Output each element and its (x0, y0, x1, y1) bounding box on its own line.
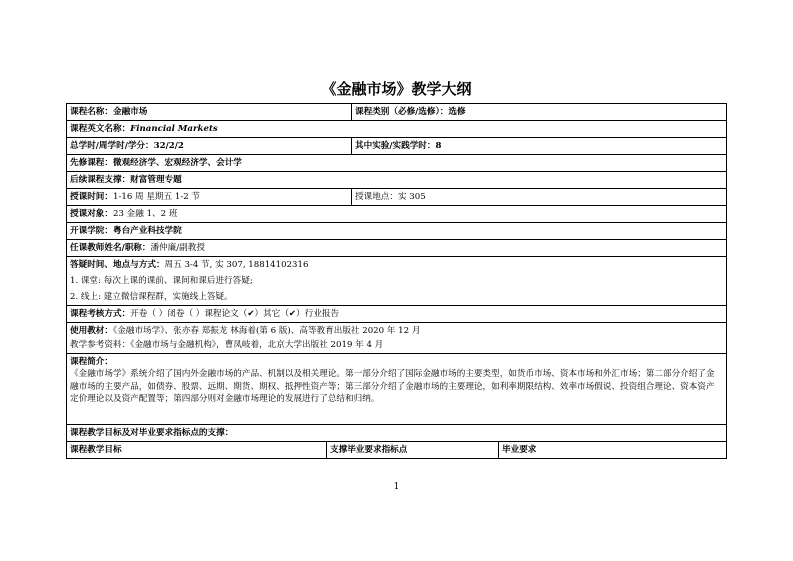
field-label: 使用教材： (70, 326, 113, 336)
field-label: 后续课程支撑： (70, 175, 131, 185)
location-cell (352, 189, 727, 206)
field-value: 32/2/2 (153, 141, 184, 151)
assessment-cell (67, 306, 727, 323)
time-cell (67, 189, 352, 206)
table-row (67, 257, 727, 306)
table-row (67, 223, 727, 240)
table-row (67, 206, 727, 223)
field-value: 23 金融 1、2 班 (112, 209, 178, 219)
field-label: 先修课程： (70, 158, 113, 168)
field-value: 选修 (448, 107, 466, 117)
syllabus-table (66, 103, 727, 459)
lab-hours-cell (352, 138, 727, 155)
page-title: 《金融市场》教学大纲 (321, 80, 472, 98)
field-value: 金融市场 (112, 107, 148, 117)
page-number: 1 (393, 482, 400, 492)
field-label: 课程类别（必修/选修）： (355, 107, 449, 117)
objective-header-cell (67, 425, 727, 442)
field-label: 答疑时间、地点与方式： (70, 260, 165, 270)
prereq-cell (67, 155, 727, 172)
field-label: 授课地点： (355, 192, 398, 202)
field-value: 开卷（ ）闭卷（ ）课程论文（✔）其它（✔）行业报告 (130, 309, 340, 319)
intro-text: 《金融市场学》系统介绍了国内外金融市场的产品、机制以及相关理论。第一部分介绍了国际金融市场的主要类型，如货币市场、资本市场和外汇市场；第二部分介绍了金融市场的主要产品，如债券、股票、远期、期货、期权、抵押性资产等；第三部分介绍了金融市场的主要理论，如利率期限结构、效率市场假说、投资组合理论、资本资产定价理论以及资产配置等；第四部分则对金融市场理论的发展进行了总结和归纳。 (70, 369, 715, 404)
table-row (67, 442, 727, 459)
table-row (67, 354, 727, 425)
table-row (67, 138, 727, 155)
column-header: 支撑毕业要求指标点 (327, 442, 499, 459)
audience-cell (67, 206, 727, 223)
followup-cell (67, 172, 727, 189)
table-row (67, 121, 727, 138)
field-label: 课程考核方式： (70, 309, 131, 319)
intro-cell (67, 354, 727, 425)
field-value: 8 (435, 141, 442, 151)
college-cell (67, 223, 727, 240)
field-label: 开课学院： (70, 226, 113, 236)
field-value: 财富管理专题 (130, 175, 182, 185)
field-value: 周五 3-4 节, 实 307, 18814102316 (164, 260, 309, 270)
column-header: 毕业要求 (499, 442, 727, 459)
field-label: 课程名称： (70, 107, 113, 117)
field-value: 《金融市场学》、张亦春 郑振龙 林海着(第 6 版)、高等教育出版社 2020 年 12 月 (112, 326, 421, 336)
field-label: 其中实验/实践学时： (355, 141, 436, 151)
field-value: 1-16 周 星期五 1-2 节 (112, 192, 201, 202)
field-label: 授课时间： (70, 192, 113, 202)
field-label: 任课教师姓名/职称： (70, 243, 151, 253)
field-label: 课程简介： (70, 357, 113, 367)
field-label: 总学时/周学时/学分： (70, 141, 154, 151)
table-row (67, 425, 727, 442)
qa-line-1: 1. 课堂: 每次上课的课前、课间和课后进行答疑; (70, 276, 253, 286)
field-label: 课程英文名称： (70, 124, 131, 134)
field-value: 微观经济学、宏观经济学、会计学 (112, 158, 242, 168)
field-value: 实 305 (397, 192, 426, 202)
table-row (67, 306, 727, 323)
field-value: 潘仲廉/副教授 (150, 243, 205, 253)
field-value: Financial Markets (130, 124, 218, 134)
course-type-cell (352, 104, 727, 121)
textbook-cell (67, 323, 727, 354)
qa-line-2: 2. 线上: 建立微信课程群，实施线上答疑。 (70, 292, 233, 302)
hours-cell (67, 138, 352, 155)
table-row (67, 189, 727, 206)
table-row (67, 155, 727, 172)
field-label: 课程教学目标及对毕业要求指标点的支撑： (70, 428, 234, 438)
table-row (67, 172, 727, 189)
field-label: 授课对象： (70, 209, 113, 219)
field-value: 《金融市场与金融机构》，曹凤岐着，北京大学出版社 2019 年 4 月 (130, 340, 384, 350)
field-value: 粤台产业科技学院 (112, 226, 182, 236)
table-row (67, 104, 727, 121)
table-row (67, 323, 727, 354)
column-header: 课程教学目标 (67, 442, 327, 459)
field-label: 教学参考资料： (70, 340, 131, 350)
table-row (67, 240, 727, 257)
course-name-cell (67, 104, 352, 121)
english-name-cell (67, 121, 727, 138)
qa-cell (67, 257, 727, 306)
teacher-cell (67, 240, 727, 257)
